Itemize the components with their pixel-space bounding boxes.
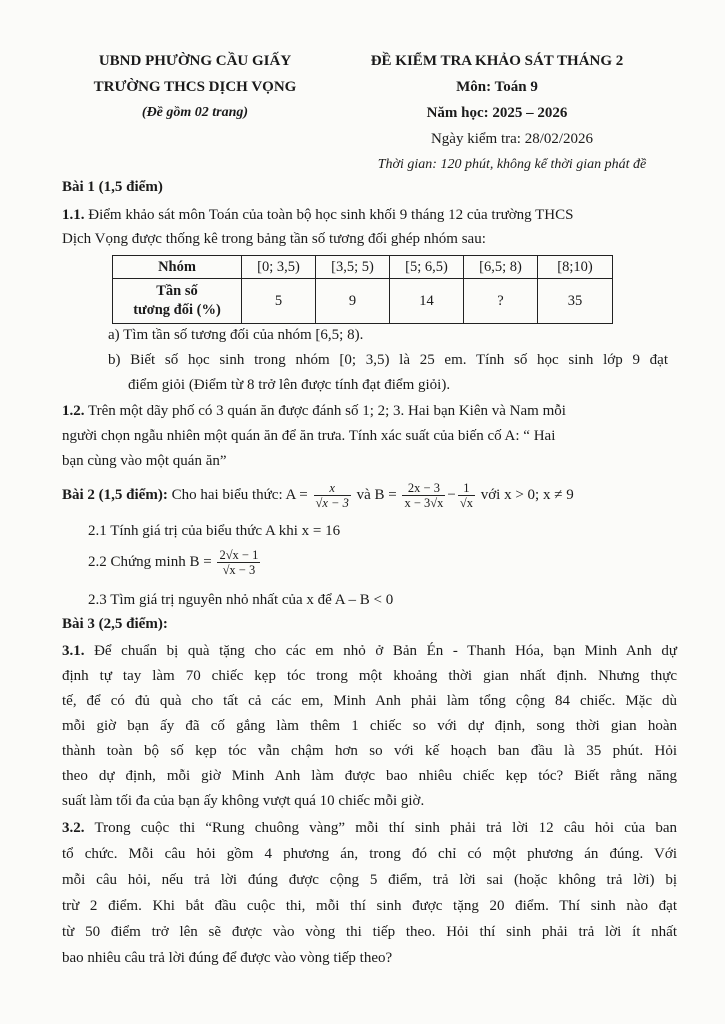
frequency-table <box>112 255 613 324</box>
exam-year: Năm học: 2025 – 2026 <box>426 105 568 121</box>
bai2-q1: 2.1 Tính giá trị của biểu thức A khi x = 16 <box>88 523 341 539</box>
bai3-1-line: thành toàn bộ số kẹp tóc vẫn chậm hơn so với kế hoạch ban đầu là 35 phút. Hỏi <box>62 743 677 759</box>
school-header <box>70 48 320 126</box>
exam-date: Ngày kiểm tra: 28/02/2026 <box>430 131 594 147</box>
bai1-2-line3: bạn cùng vào một quán ăn” <box>62 453 227 469</box>
fraction-q2: $\frac{2√x - 1}{√x - 3}$ <box>219 548 259 578</box>
fraction-b2: $\frac{1}{√x}$ <box>459 481 473 511</box>
table-cell: [5; 6,5) <box>390 256 464 279</box>
fraction-a: $\frac{x}{√x - 3}$ <box>315 481 349 511</box>
exam-subject: Môn: Toán 9 <box>456 79 538 95</box>
table-row <box>113 256 613 279</box>
table-header-frequency: Tần số tương đối (%) <box>113 279 242 324</box>
bai3-1-line: suất làm tối đa của bạn ấy không vượt quá 10 chiếc mỗi giờ. <box>62 793 425 809</box>
bai1-1-label: 1.1. <box>62 207 85 223</box>
bai2-title: Bài 2 (1,5 điểm): <box>62 487 168 503</box>
table-cell: [6,5; 8) <box>464 256 538 279</box>
table-cell: [0; 3,5) <box>242 256 316 279</box>
bai3-1-line: mỗi giờ bạn ấy đã cố gắng làm thêm 1 chiếc so với dự định, song thời gian hoàn <box>62 718 677 734</box>
bai1-1-line2: Dịch Vọng được thống kê trong bảng tần số tương đối ghép nhóm sau: <box>62 231 486 247</box>
page-count-note: (Đề gồm 02 trang) <box>141 105 249 120</box>
bai1-2-line1: 1.2. Trên một dãy phố có 3 quán ăn được đánh số 1; 2; 3. Hai bạn Kiên và Nam mỗi <box>62 403 566 419</box>
fraction-b1: $\frac{2x - 3}{x - 3√x}$ <box>404 481 444 511</box>
exam-title: ĐỀ KIỂM TRA KHẢO SÁT THÁNG 2 <box>370 53 624 69</box>
table-cell: 14 <box>390 279 464 324</box>
bai1-1-b-line2: điểm giỏi (Điểm từ 8 trở lên được tính đạt điểm giỏi). <box>128 377 451 393</box>
table-cell: 35 <box>538 279 613 324</box>
bai2-intro: Bài 2 (1,5 điểm): Cho hai biểu thức: A = $\frac{x}{√x - 3}$ và B = $\frac{2x - 3}{x - 3√x}$ − $\frac{1}{√x}$ với x > 0; x ≠ 9 <box>62 481 574 511</box>
table-cell: [3,5; 5) <box>316 256 390 279</box>
exam-header <box>322 48 672 178</box>
bai3-1-line: 3.1. Để chuẩn bị quà tặng cho các em nhỏ ở Bản Én - Thanh Hóa, bạn Minh Anh dự <box>62 643 677 659</box>
table-cell: [8;10) <box>538 256 613 279</box>
bai1-1-a: a) Tìm tần số tương đối của nhóm [6,5; 8). <box>108 327 364 343</box>
table-cell: 9 <box>316 279 390 324</box>
bai1-2-label: 1.2. <box>62 403 85 419</box>
bai3-2-line: trừ 2 điểm. Khi bắt đầu cuộc thi, mỗi thí sinh được tặng 20 điểm. Thí sinh nào đạt <box>62 898 677 914</box>
bai2-q2: 2.2 Chứng minh B = $\frac{2√x - 1}{√x - 3}$ <box>88 548 259 578</box>
bai3-1-line: tế, để có đủ quà cho tất cả các em, Minh Anh phải làm tổng cộng 84 chiếc. Mặc dù <box>62 693 677 709</box>
bai3-2-line: từ 50 điểm trở lên sẽ được vào vòng thi tiếp theo. Hỏi thí sinh phải trả lời ít nhất <box>62 924 677 940</box>
bai3-1-line: định tự tay làm 70 chiếc kẹp tóc trong một khoảng thời gian nhất định. Nhưng thực <box>62 668 677 684</box>
bai1-title: Bài 1 (1,5 điểm) <box>62 179 163 195</box>
table-header-group: Nhóm <box>113 256 242 279</box>
bai1-1-line1: 1.1. Điểm khảo sát môn Toán của toàn bộ học sinh khối 9 tháng 12 của trường THCS <box>62 207 574 223</box>
bai3-title: Bài 3 (2,5 điểm): <box>62 616 168 632</box>
school-name: TRƯỜNG THCS DỊCH VỌNG <box>93 79 297 95</box>
bai3-2-label: 3.2. <box>62 820 85 836</box>
ward-name: UBND PHƯỜNG CẦU GIẤY <box>98 53 292 69</box>
exam-duration: Thời gian: 120 phút, không kể thời gian phát đề <box>377 157 647 172</box>
table-cell: ? <box>464 279 538 324</box>
bai1-2-line2: người chọn ngẫu nhiên một quán ăn để ăn trưa. Tính xác suất của biến cố A: “ Hai <box>62 428 556 444</box>
bai3-2-line: bao nhiêu câu trả lời đúng để được vào vòng tiếp theo? <box>62 950 393 966</box>
bai3-1-label: 3.1. <box>62 643 85 659</box>
bai1-1-b-line1: b) Biết số học sinh trong nhóm [0; 3,5) là 25 em. Tính số học sinh lớp 9 đạt <box>108 352 668 368</box>
bai3-2-line: tổ chức. Mỗi câu hỏi gồm 4 phương án, trong đó chỉ có một phương án đúng. Với <box>62 846 677 862</box>
bai3-1-line: theo dự định, mỗi giờ Minh Anh làm được bao nhiêu chiếc kẹp tóc? Biết rằng năng <box>62 768 677 784</box>
bai3-2-line: 3.2. Trong cuộc thi “Rung chuông vàng” mỗi thí sinh phải trả lời 12 câu hỏi của ban <box>62 820 677 836</box>
bai2-q3: 2.3 Tìm giá trị nguyên nhỏ nhất của x để A – B < 0 <box>88 592 394 608</box>
bai3-2-line: mỗi câu hỏi, nếu trả lời đúng được cộng 5 điểm, trả lời sai (hoặc không trả lời) bị <box>62 872 677 888</box>
table-cell: 5 <box>242 279 316 324</box>
condition: với x > 0; x ≠ 9 <box>480 487 574 503</box>
table-row <box>113 279 613 324</box>
